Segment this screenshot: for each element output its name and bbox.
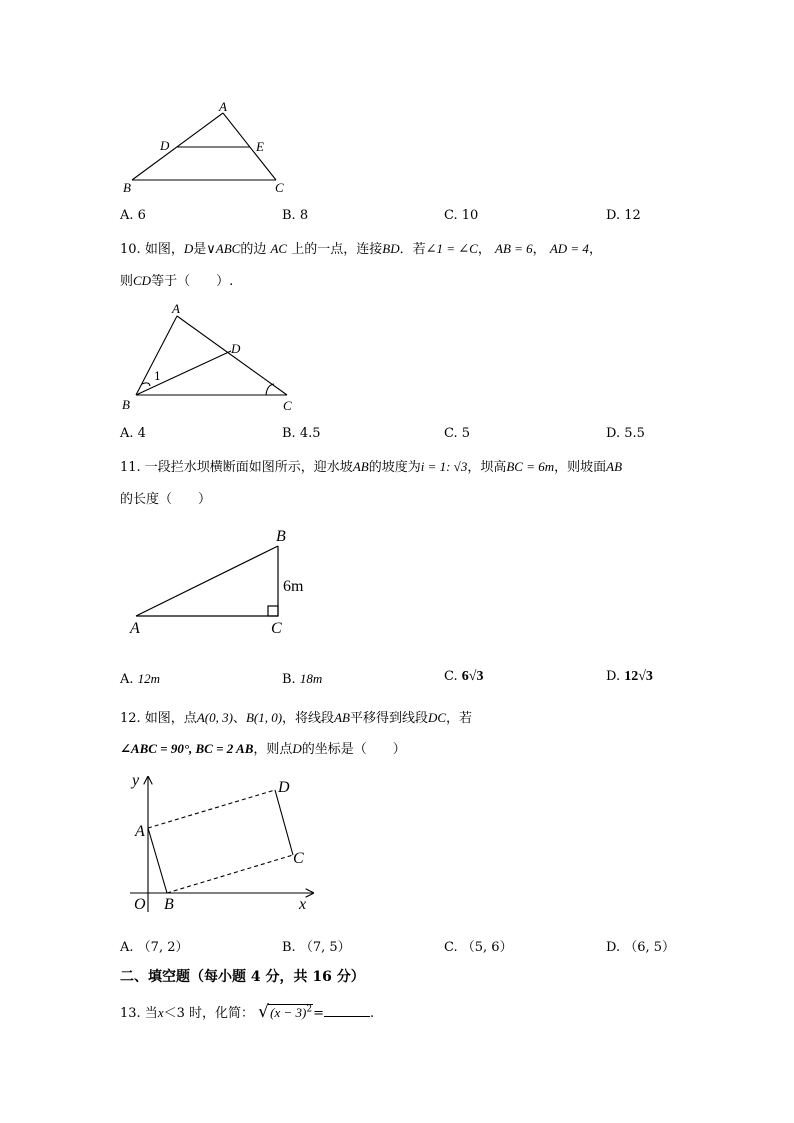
q12-text-c: 平移得到线段 xyxy=(349,711,428,726)
fig11-side-length: 6m xyxy=(283,578,304,595)
q11-option-c-letter: C. xyxy=(444,669,458,684)
q10-line2-b: 等于（ ）. xyxy=(151,274,234,289)
q11-text-d: ，则坡面 xyxy=(554,460,607,475)
q9-option-a[interactable]: A. 6 xyxy=(120,208,146,223)
q11-option-b-letter: B. xyxy=(282,672,296,687)
q12-line2-b: ，则点 xyxy=(253,742,293,757)
q10-number: 10. xyxy=(120,242,141,257)
q12-condition: ∠ABC = 90°, BC = 2 AB xyxy=(120,741,254,756)
q13-stem xyxy=(120,1002,374,1021)
section-2-heading: 二、填空题（每小题 4 分，共 16 分） xyxy=(120,969,365,985)
fig11-label-a: A xyxy=(130,620,140,637)
q13-answer-blank[interactable] xyxy=(324,1004,370,1017)
q10-option-b[interactable]: B. 4.5 xyxy=(282,426,321,441)
q13-radicand: (x − 3) xyxy=(270,1005,307,1020)
fig9-label-d: D xyxy=(160,138,170,153)
q11-option-b-value: 18m xyxy=(299,671,323,686)
q11-ab: AB xyxy=(352,459,369,474)
q12-option-a-value: （7, 2） xyxy=(137,940,189,955)
q12-option-c-letter: C. xyxy=(444,940,458,955)
q12-option-b[interactable] xyxy=(282,936,351,955)
q10-text-e: ．若 xyxy=(399,242,426,257)
q10-triangle: ∨ABC xyxy=(206,241,241,256)
q10-text-d: 上的一点，连接 xyxy=(291,242,383,257)
fig9-label-a: A xyxy=(219,99,227,114)
fig12-axis-y: y xyxy=(132,772,140,789)
fig10-label-d: D xyxy=(231,341,241,356)
q10-ab-eq: AB = 6 xyxy=(495,241,533,256)
q12-option-d-value: （6, 5） xyxy=(624,940,676,955)
fig10-label-b: B xyxy=(122,397,130,412)
fig12-origin: O xyxy=(134,896,146,913)
fig12-label-a: A xyxy=(135,823,145,840)
q10-cd: CD xyxy=(133,273,152,288)
q11-ab2: AB xyxy=(606,459,623,474)
fig12-label-b: B xyxy=(164,896,174,913)
q11-option-a-letter: A. xyxy=(120,672,134,687)
q11-stem-line2: 的长度（ ） xyxy=(120,492,212,507)
q12-d: D xyxy=(292,741,302,756)
fig11-label-c: C xyxy=(271,620,282,637)
q9-option-c[interactable]: C. 10 xyxy=(444,208,479,223)
q11-text-c: ，坝高 xyxy=(467,460,507,475)
q12-sep: 、 xyxy=(232,711,246,726)
fig11-label-b: B xyxy=(276,528,286,545)
fig9-label-c: C xyxy=(275,180,284,195)
q12-option-b-letter: B. xyxy=(282,940,296,955)
q11-option-a-value: 12m xyxy=(137,671,161,686)
q12-option-a[interactable] xyxy=(120,936,188,955)
fig12-label-c: C xyxy=(293,850,304,867)
q12-point-b: B(1, 0) xyxy=(245,710,283,725)
q12-text-b: ，将线段 xyxy=(282,711,335,726)
q12-option-d[interactable] xyxy=(606,936,675,955)
q11-option-c-value: 6√3 xyxy=(461,669,484,684)
q11-text-a: 11. 一段拦水坝横断面如图所示，迎水坡 xyxy=(120,460,353,475)
q10-angle-eq: ∠1 = ∠C xyxy=(425,241,478,256)
q10-option-a[interactable]: A. 4 xyxy=(120,426,146,441)
q12-option-a-letter: A. xyxy=(120,940,134,955)
fig10-label-c: C xyxy=(283,398,292,413)
q13-radical xyxy=(258,1001,313,1022)
q13-exponent: 2 xyxy=(306,1004,313,1015)
fig10-label-a: A xyxy=(172,301,180,316)
q11-height: BC = 6m xyxy=(506,459,555,474)
q12-option-c-value: （5, 6） xyxy=(461,940,513,955)
q12-option-b-value: （7, 5） xyxy=(299,940,351,955)
q9-option-d[interactable]: D. 12 xyxy=(606,208,641,223)
q12-option-c[interactable] xyxy=(444,936,513,955)
q13-text-a: 13. 当 xyxy=(120,1006,158,1021)
q13-text-b: ＜3 时，化简： xyxy=(163,1006,254,1021)
q13-x: x xyxy=(157,1005,164,1020)
q10-bd: BD xyxy=(382,241,400,256)
q12-ab: AB xyxy=(334,710,350,725)
q13-end: . xyxy=(369,1006,375,1021)
q10-line2-a: 则 xyxy=(120,274,134,289)
q10-comma3: ， xyxy=(588,242,602,257)
fig12-label-d: D xyxy=(278,779,290,796)
fig12-axis-x: x xyxy=(299,896,307,913)
q11-text-b: 的坡度为 xyxy=(368,460,421,475)
q10-ac: AC xyxy=(270,241,288,256)
q10-comma2: ， xyxy=(532,242,546,257)
q10-text-a: 如图， xyxy=(144,242,184,257)
q10-option-c[interactable]: C. 5 xyxy=(444,426,471,441)
fig9-label-b: B xyxy=(123,180,131,195)
fig9-label-e: E xyxy=(256,139,264,154)
q12-point-a: A(0, 3) xyxy=(196,710,233,725)
q12-line2-c: 的坐标是（ ） xyxy=(301,742,406,757)
q11-option-d-value: 12√3 xyxy=(624,669,653,684)
q11-slope: i = 1: √3 xyxy=(420,459,468,474)
q10-option-d[interactable]: D. 5.5 xyxy=(606,426,645,441)
q12-option-d-letter: D. xyxy=(606,940,621,955)
q11-option-d-letter: D. xyxy=(606,669,621,684)
q12-text-a: 12. 如图，点 xyxy=(120,711,197,726)
q10-text-c: 的边 xyxy=(240,242,267,257)
q12-text-d: ，若 xyxy=(446,711,473,726)
q10-comma1: ， xyxy=(477,242,491,257)
q13-eq: = xyxy=(313,1006,324,1021)
q9-option-b[interactable]: B. 8 xyxy=(282,208,309,223)
q13-radicand-wrap xyxy=(268,1004,313,1021)
q12-dc: DC xyxy=(427,710,447,725)
q10-d: D xyxy=(183,241,194,256)
q10-ad-eq: AD = 4 xyxy=(549,241,589,256)
fig10-angle-1: 1 xyxy=(154,370,161,383)
q10-text-b: 是 xyxy=(193,242,207,257)
sqrt-icon: √ xyxy=(258,1001,269,1022)
